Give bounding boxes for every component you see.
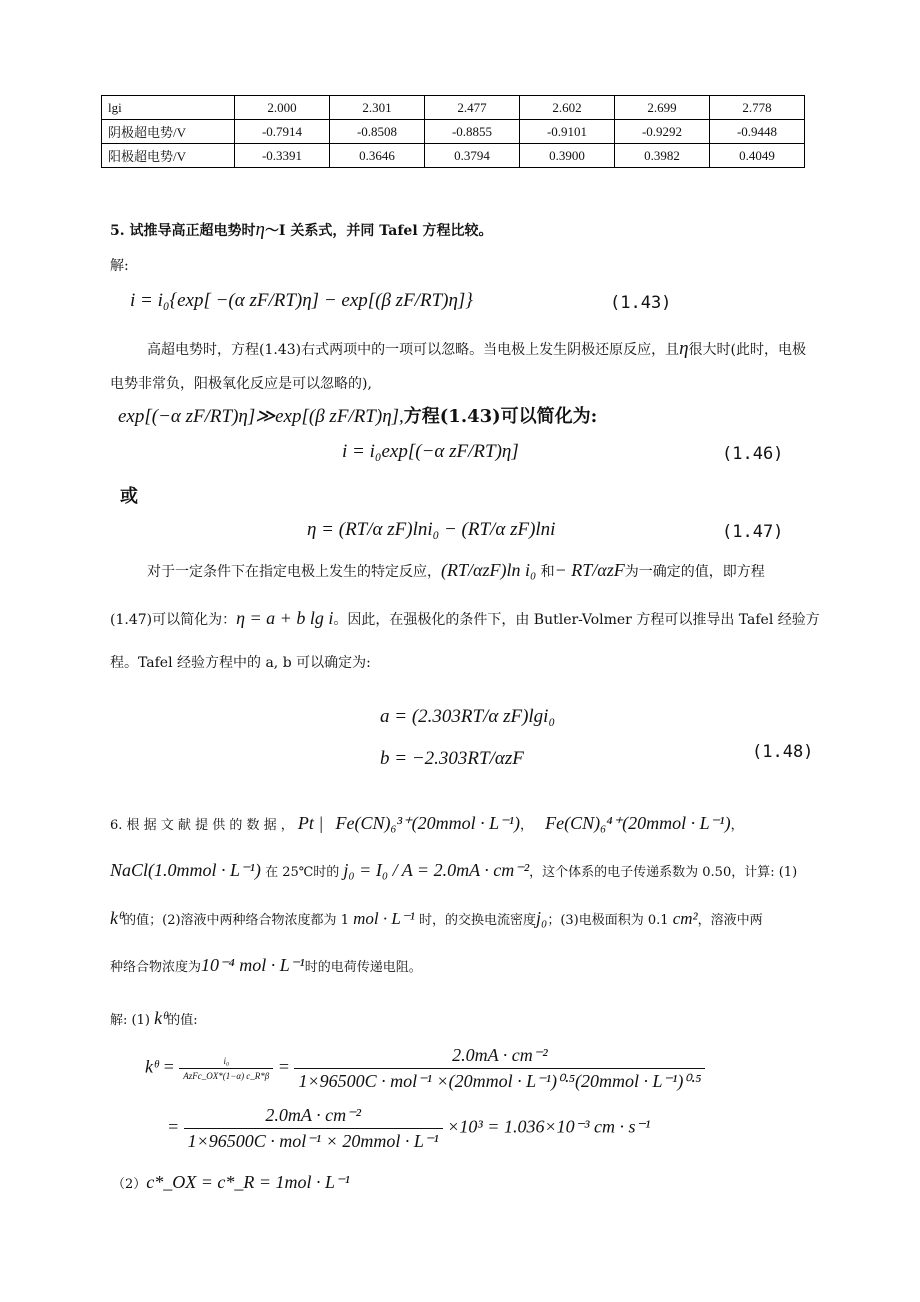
table-cell: 2.000 [235, 96, 330, 120]
equation-number-1-47: (1.47) [722, 522, 784, 542]
row-label: 阳极超电势/V [102, 144, 235, 168]
equation-number-1-43: (1.43) [610, 293, 672, 313]
table-cell: -0.9292 [615, 120, 710, 144]
table-cell: -0.9101 [520, 120, 615, 144]
paragraph-continuation: 电势非常负，阳极氧化反应是可以忽略的), [110, 376, 372, 392]
equation-1-48-a: a = (2.303RT/α zF)lgi₀ [380, 706, 556, 727]
question-6-line-2: NaCl(1.0mmol · L⁻¹) 在 25℃时的 j₀ = I₀ / A = 2.0mA · cm⁻²，这个体系的电子传递系数为 0.50，计算: (1) [110, 860, 798, 880]
k-fraction-1: $\frac{\text{i₀}}{\text{AzFc\_OX*(1−α) c\_R*β}}$ [179, 1056, 273, 1081]
question-6-line-1: 6. 根 据 文 献 提 供 的 数 据 ， Pt | Fe(CN)₆³⁺(20mmol · L⁻¹)， Fe(CN)₆⁴⁺(20mmol · L⁻¹)， [110, 813, 744, 833]
table-cell: 2.778 [710, 96, 805, 120]
k-fraction-3: $\frac{\text{2.0mA · cm⁻²}}{\text{1×96500C · mol⁻¹ × 20mmol · L⁻¹}}$ [184, 1105, 443, 1152]
k-fraction-2: $\frac{\text{2.0mA · cm⁻²}}{\text{1×96500C · mol⁻¹ ×(20mmol · L⁻¹)⁰·⁵(20mmol · L⁻¹)⁰·⁵}}$ [294, 1045, 705, 1092]
k-equation-line-2: = $\frac{\text{2.0mA · cm⁻²}}{\text{1×96500C · mol⁻¹ × 20mmol · L⁻¹}}$ ×10³ = 1.036×10⁻³ cm · s⁻¹ [167, 1105, 651, 1151]
equation-number-1-48: (1.48) [752, 742, 814, 762]
table-cell: 0.3794 [425, 144, 520, 168]
equation-1-47: η = (RT/α zF)lni₀ − (RT/α zF)lni [307, 519, 556, 540]
part-2-equation: （2）c*_OX = c*_R = 1mol · L⁻¹ [112, 1172, 350, 1192]
question-5-title: 5. 试推导高正超电势时η～I 关系式，并同 Tafel 方程比较。 [110, 219, 493, 240]
equation-1-43: i = i₀{exp[ −(α zF/RT)η] − exp[(β zF/RT)η]} [130, 290, 473, 311]
table-cell: -0.8508 [330, 120, 425, 144]
row-label: lgi [102, 96, 235, 120]
table-row [102, 96, 805, 120]
paragraph-tafel-ab: 程。Tafel 经验方程中的 a, b 可以确定为: [110, 655, 371, 671]
equation-number-1-46: (1.46) [722, 444, 784, 464]
table-cell: -0.8855 [425, 120, 520, 144]
equation-1-46: i = i₀exp[(−α zF/RT)η] [342, 441, 519, 462]
table-cell: 2.477 [425, 96, 520, 120]
table-cell: 2.602 [520, 96, 615, 120]
table-cell: 2.699 [615, 96, 710, 120]
paragraph-tafel-simplify: (1.47)可以简化为：η = a + b lg i。因此，在强极化的条件下，由 Butler-Volmer 方程可以推导出 Tafel 经验方 [110, 608, 820, 628]
or-label: 或 [120, 486, 138, 507]
table-cell: 0.3900 [520, 144, 615, 168]
table-cell: -0.3391 [235, 144, 330, 168]
solution-6-label: 解: (1) kᶿ的值: [110, 1008, 198, 1028]
k-equation-line-1: kᶿ = $\frac{\text{i₀}}{\text{AzFc\_OX*(1−α) c\_R*β}}$ = $\frac{\text{2.0mA · cm⁻²}}{\text{1×96500C · mol⁻¹ ×(20mmol · L⁻¹)⁰·⁵(20mmol · L⁻¹)⁰·⁵}}$ [145, 1045, 705, 1092]
table-cell: 0.3646 [330, 144, 425, 168]
table-cell: 0.4049 [710, 144, 805, 168]
inequality-line: exp[(−α zF/RT)η]≫exp[(β zF/RT)η],方程(1.43)可以简化为: [118, 406, 598, 427]
table-cell: 0.3982 [615, 144, 710, 168]
paragraph-high-overpotential: 高超电势时，方程(1.43)右式两项中的一项可以忽略。当电极上发生阴极还原反应，且η很大时(此时，电极 [147, 338, 806, 359]
table-cell: -0.7914 [235, 120, 330, 144]
equation-1-48-b: b = −2.303RT/αzF [380, 748, 524, 769]
paragraph-constant-terms: 对于一定条件下在指定电极上发生的特定反应，(RT/αzF)ln i₀ 和− RT/αzF为一确定的值，即方程 [147, 560, 765, 580]
solution-label: 解: [110, 258, 129, 274]
question-6-line-3: kᶿ的值；(2)溶液中两种络合物浓度都为 1 mol · L⁻¹ 时，的交换电流密度j₀；(3)电极面积为 0.1 cm²，溶液中两 [110, 908, 763, 928]
table-cell: -0.9448 [710, 120, 805, 144]
question-6-line-4: 种络合物浓度为10⁻⁴ mol · L⁻¹时的电荷传递电阻。 [110, 955, 422, 975]
table-cell: 2.301 [330, 96, 425, 120]
table-row [102, 144, 805, 168]
data-table [101, 95, 805, 168]
row-label: 阴极超电势/V [102, 120, 235, 144]
table-row [102, 120, 805, 144]
